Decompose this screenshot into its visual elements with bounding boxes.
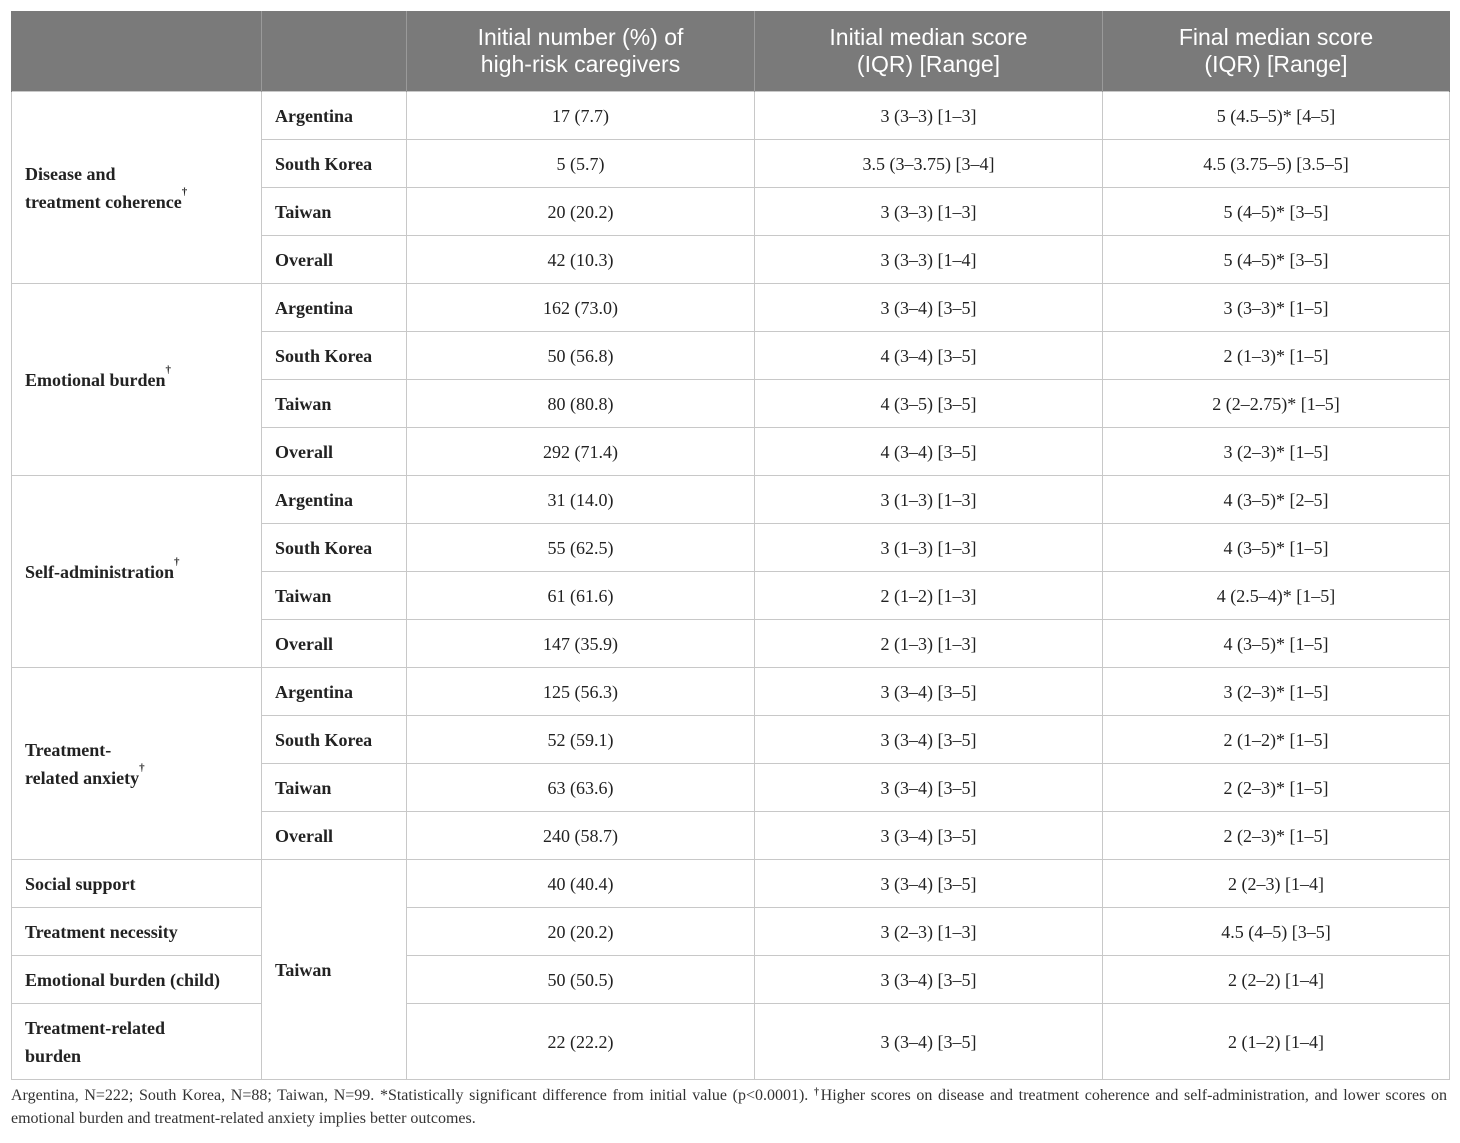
country-cell: Taiwan (262, 764, 407, 812)
initial-number-cell: 52 (59.1) (407, 716, 755, 764)
table-body (12, 92, 1450, 1080)
group-label-line1 (25, 555, 251, 586)
results-table (11, 11, 1450, 1080)
country-cell-taiwan-only: Taiwan (262, 860, 407, 1080)
final-score-cell: 2 (2–2) [1–4] (1103, 956, 1450, 1004)
table-row (12, 668, 1450, 716)
initial-score-cell: 3 (3–4) [3–5] (755, 1004, 1103, 1080)
group-label-line1: Treatment- (25, 739, 112, 760)
dagger-mark: † (174, 555, 180, 568)
initial-score-cell: 4 (3–5) [3–5] (755, 380, 1103, 428)
group-label-line1-text: Self-administration (25, 561, 175, 582)
final-score-cell: 4 (3–5)* [1–5] (1103, 524, 1450, 572)
group-label-line1 (25, 363, 251, 394)
initial-score-cell: 3 (3–3) [1–4] (755, 236, 1103, 284)
group-label-line2-text: related anxiety (25, 767, 140, 788)
country-cell: South Korea (262, 140, 407, 188)
initial-score-cell: 4 (3–4) [3–5] (755, 428, 1103, 476)
dagger-mark: † (165, 363, 172, 376)
footnote-dagger-mark: † (813, 1087, 821, 1098)
initial-score-cell: 4 (3–4) [3–5] (755, 332, 1103, 380)
final-score-cell: 3 (2–3)* [1–5] (1103, 668, 1450, 716)
row-label-emotional-burden-child: Emotional burden (child) (12, 956, 262, 1004)
header-country (262, 11, 407, 92)
initial-number-cell: 61 (61.6) (407, 572, 755, 620)
table-row (12, 476, 1450, 524)
country-cell: Argentina (262, 668, 407, 716)
header-final-score-line2: (IQR) [Range] (1204, 51, 1348, 77)
initial-number-cell: 50 (56.8) (407, 332, 755, 380)
initial-score-cell: 3.5 (3–3.75) [3–4] (755, 140, 1103, 188)
header-initial-number-line1: Initial number (%) of (477, 24, 684, 50)
initial-number-cell: 42 (10.3) (407, 236, 755, 284)
country-cell: South Korea (262, 716, 407, 764)
row-label-treatment-related-burden (12, 1004, 262, 1080)
country-cell: Overall (262, 236, 407, 284)
initial-number-cell: 22 (22.2) (407, 1004, 755, 1080)
group-label-line1-text: Emotional burden (25, 369, 166, 390)
final-score-cell: 4 (3–5)* [1–5] (1103, 620, 1450, 668)
final-score-cell: 2 (2–2.75)* [1–5] (1103, 380, 1450, 428)
final-score-cell: 5 (4.5–5)* [4–5] (1103, 92, 1450, 140)
initial-number-cell: 147 (35.9) (407, 620, 755, 668)
row-label-social-support: Social support (12, 860, 262, 908)
row-label-line1: Treatment-related (25, 1017, 165, 1038)
dagger-mark: † (181, 185, 188, 198)
final-score-cell: 2 (1–3)* [1–5] (1103, 332, 1450, 380)
initial-number-cell: 80 (80.8) (407, 380, 755, 428)
group-label-self-administration (12, 476, 262, 668)
header-initial-number-line2: high-risk caregivers (480, 51, 681, 77)
table-row (12, 92, 1450, 140)
country-cell: Overall (262, 428, 407, 476)
group-label-disease-coherence (12, 92, 262, 284)
row-label-treatment-necessity: Treatment necessity (12, 908, 262, 956)
final-score-cell: 4 (2.5–4)* [1–5] (1103, 572, 1450, 620)
initial-number-cell: 55 (62.5) (407, 524, 755, 572)
initial-score-cell: 3 (1–3) [1–3] (755, 476, 1103, 524)
initial-score-cell: 3 (3–3) [1–3] (755, 92, 1103, 140)
country-cell: South Korea (262, 524, 407, 572)
header-initial-score-line1: Initial median score (829, 24, 1028, 50)
group-label-emotional-burden (12, 284, 262, 476)
footnote-part2: Higher scores on disease and treatment coherence and self-administration, and lower scores on emotional burden and treatment-related anxiety implies better outcomes. (11, 1087, 1448, 1127)
group-label-line1: Disease and (25, 163, 116, 184)
initial-number-cell: 5 (5.7) (407, 140, 755, 188)
row-label-line2: burden (25, 1045, 82, 1066)
footnote-part1: Argentina, N=222; South Korea, N=88; Taiwan, N=99. *Statistically significant difference from initial value (p<0.0001). (11, 1087, 814, 1104)
final-score-cell: 5 (4–5)* [3–5] (1103, 236, 1450, 284)
country-cell: Overall (262, 812, 407, 860)
table-row (12, 908, 1450, 956)
country-cell: Taiwan (262, 380, 407, 428)
header-row (12, 11, 1450, 92)
country-cell: Argentina (262, 476, 407, 524)
final-score-cell: 2 (2–3)* [1–5] (1103, 812, 1450, 860)
initial-score-cell: 3 (3–4) [3–5] (755, 812, 1103, 860)
header-final-score-line1: Final median score (1178, 24, 1374, 50)
final-score-cell: 2 (2–3)* [1–5] (1103, 764, 1450, 812)
final-score-cell: 4 (3–5)* [2–5] (1103, 476, 1450, 524)
initial-number-cell: 50 (50.5) (407, 956, 755, 1004)
table-footnote (11, 1084, 1447, 1130)
country-cell: Argentina (262, 92, 407, 140)
final-score-cell: 4.5 (4–5) [3–5] (1103, 908, 1450, 956)
header-domain (12, 11, 262, 92)
final-score-cell: 2 (1–2)* [1–5] (1103, 716, 1450, 764)
group-label-treatment-anxiety (12, 668, 262, 860)
initial-number-cell: 162 (73.0) (407, 284, 755, 332)
header-initial-score (755, 11, 1103, 92)
country-cell: Taiwan (262, 188, 407, 236)
table-header (12, 11, 1450, 92)
initial-number-cell: 20 (20.2) (407, 908, 755, 956)
group-label-line2-text: treatment coherence (25, 191, 182, 212)
initial-score-cell: 2 (1–2) [1–3] (755, 572, 1103, 620)
table-row (12, 956, 1450, 1004)
initial-number-cell: 125 (56.3) (407, 668, 755, 716)
final-score-cell: 2 (2–3) [1–4] (1103, 860, 1450, 908)
final-score-cell: 4.5 (3.75–5) [3.5–5] (1103, 140, 1450, 188)
country-cell: Overall (262, 620, 407, 668)
initial-number-cell: 17 (7.7) (407, 92, 755, 140)
table-row (12, 860, 1450, 908)
initial-number-cell: 240 (58.7) (407, 812, 755, 860)
table-row (12, 284, 1450, 332)
country-cell: Argentina (262, 284, 407, 332)
initial-number-cell: 31 (14.0) (407, 476, 755, 524)
final-score-cell: 3 (3–3)* [1–5] (1103, 284, 1450, 332)
initial-number-cell: 40 (40.4) (407, 860, 755, 908)
initial-score-cell: 3 (3–4) [3–5] (755, 668, 1103, 716)
initial-score-cell: 3 (3–4) [3–5] (755, 956, 1103, 1004)
final-score-cell: 5 (4–5)* [3–5] (1103, 188, 1450, 236)
header-initial-number (407, 11, 755, 92)
initial-number-cell: 292 (71.4) (407, 428, 755, 476)
country-cell: South Korea (262, 332, 407, 380)
final-score-cell: 3 (2–3)* [1–5] (1103, 428, 1450, 476)
initial-score-cell: 3 (3–3) [1–3] (755, 188, 1103, 236)
initial-score-cell: 3 (3–4) [3–5] (755, 764, 1103, 812)
final-score-cell: 2 (1–2) [1–4] (1103, 1004, 1450, 1080)
table-row (12, 1004, 1450, 1080)
results-table-container (11, 11, 1449, 1080)
initial-score-cell: 3 (3–4) [3–5] (755, 716, 1103, 764)
initial-score-cell: 3 (2–3) [1–3] (755, 908, 1103, 956)
initial-score-cell: 3 (3–4) [3–5] (755, 284, 1103, 332)
country-cell: Taiwan (262, 572, 407, 620)
header-initial-score-line2: (IQR) [Range] (856, 51, 1001, 77)
dagger-mark: † (139, 761, 145, 774)
header-final-score (1103, 11, 1450, 92)
initial-score-cell: 2 (1–3) [1–3] (755, 620, 1103, 668)
initial-number-cell: 20 (20.2) (407, 188, 755, 236)
initial-score-cell: 3 (3–4) [3–5] (755, 860, 1103, 908)
group-label-line2 (25, 761, 251, 792)
group-label-line2 (25, 185, 251, 216)
initial-number-cell: 63 (63.6) (407, 764, 755, 812)
initial-score-cell: 3 (1–3) [1–3] (755, 524, 1103, 572)
